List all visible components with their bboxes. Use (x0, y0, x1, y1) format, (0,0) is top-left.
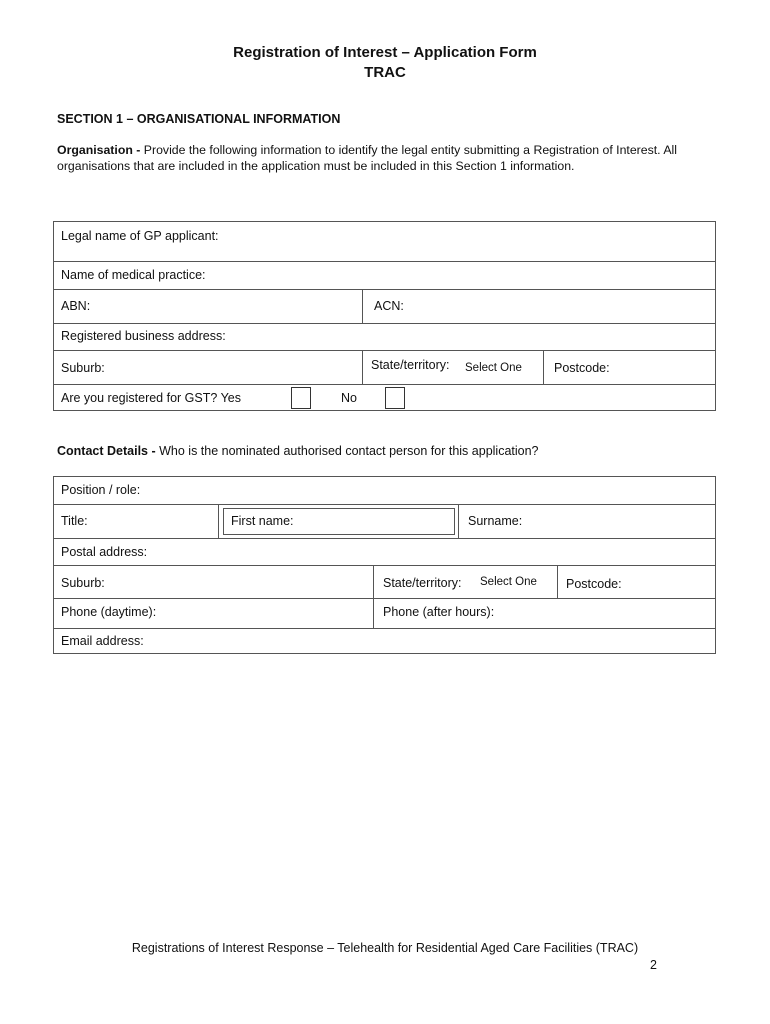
contact-state-field[interactable] (373, 566, 557, 598)
business-address-row[interactable] (54, 323, 715, 350)
contact-suburb-field[interactable] (54, 566, 373, 598)
postcode-field[interactable] (543, 351, 715, 384)
title-field[interactable] (54, 505, 218, 538)
postcode-label: Postcode: (554, 361, 610, 375)
intro-text: Provide the following information to identify the legal entity submitting a Registration of Interest. All organisations that are included in the application must be included in this Section 1 information. (57, 143, 677, 173)
practice-name-row[interactable] (54, 261, 715, 289)
form-subtitle: TRAC (364, 64, 406, 81)
contact-postcode-field[interactable] (557, 566, 715, 598)
postal-address-row[interactable] (54, 538, 715, 565)
postal-address-label: Postal address: (61, 545, 148, 559)
gst-no-label: No (341, 391, 357, 405)
form-title: Registration of Interest – Application Form (233, 44, 537, 61)
contact-heading-text: Who is the nominated authorised contact person for this application? (155, 444, 539, 458)
title-label: Title: (61, 514, 88, 528)
page-footer: Registrations of Interest Response – Telehealth for Residential Aged Care Facilities (TRAC) (131, 941, 639, 955)
abn-field[interactable] (54, 290, 362, 323)
name-row (54, 504, 715, 538)
gst-yes-checkbox[interactable] (291, 387, 311, 409)
position-label: Position / role: (61, 483, 141, 497)
state-select[interactable]: Select One (465, 362, 522, 374)
section-intro (57, 143, 677, 174)
legal-name-label: Legal name of GP applicant: (61, 229, 219, 243)
acn-field[interactable] (362, 290, 715, 323)
abn-acn-row (54, 289, 715, 323)
email-label: Email address: (61, 634, 144, 648)
position-row[interactable] (54, 477, 715, 504)
suburb-label: Suburb: (61, 361, 105, 375)
gst-question: Are you registered for GST? Yes (61, 391, 241, 405)
phone-day-field[interactable] (54, 599, 373, 628)
suburb-state-row (54, 350, 715, 384)
first-name-field[interactable] (218, 505, 458, 538)
section-heading: SECTION 1 – ORGANISATIONAL INFORMATION (57, 112, 341, 126)
phone-day-label: Phone (daytime): (61, 605, 157, 619)
contact-suburb-label: Suburb: (61, 576, 105, 590)
contact-state-select[interactable]: Select One (480, 576, 537, 588)
suburb-field[interactable] (54, 351, 362, 384)
gst-row (54, 384, 715, 411)
surname-label: Surname: (468, 514, 523, 528)
first-name-label: First name: (231, 514, 294, 528)
gst-no-checkbox[interactable] (385, 387, 405, 409)
business-address-label: Registered business address: (61, 329, 226, 343)
contact-state-label: State/territory: (383, 576, 462, 590)
contact-postcode-label: Postcode: (566, 577, 622, 591)
organisation-form (53, 221, 716, 411)
legal-name-row[interactable] (54, 222, 715, 261)
contact-heading (57, 444, 539, 458)
state-field[interactable] (362, 351, 543, 384)
surname-field[interactable] (458, 505, 715, 538)
email-row[interactable] (54, 628, 715, 654)
abn-label: ABN: (61, 299, 91, 313)
phone-row (54, 598, 715, 628)
state-label: State/territory: (371, 358, 450, 372)
phone-after-field[interactable] (373, 599, 715, 628)
practice-name-label: Name of medical practice: (61, 268, 206, 282)
acn-label: ACN: (374, 299, 404, 313)
phone-after-label: Phone (after hours): (383, 605, 495, 619)
contact-form (53, 476, 716, 654)
contact-heading-bold: Contact Details - (57, 444, 156, 458)
contact-suburb-state-row (54, 565, 715, 598)
page-number: 2 (650, 958, 657, 972)
intro-bold-lead: Organisation - (57, 143, 141, 157)
